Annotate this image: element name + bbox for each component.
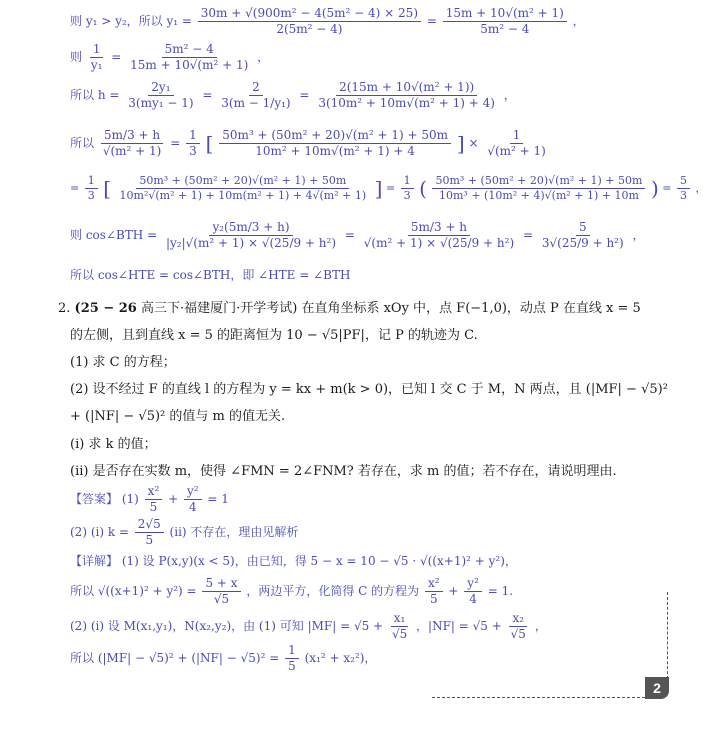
numerator: 5m² − 4: [162, 42, 217, 58]
numerator: 2y₁: [148, 80, 173, 96]
fraction: [100, 128, 165, 159]
question-2: [70, 378, 668, 397]
paren: ): [650, 176, 659, 201]
numerator: y₂(5m/3 + h): [209, 220, 292, 236]
source-exam: 高三下·福建厦门·开学考试): [140, 301, 298, 316]
page-number-badge: 2: [645, 677, 669, 699]
fraction: [88, 42, 106, 73]
text: (1) 设 P(x,y)(x < 5)，由已知，得 5 − x = 10 − √5 · √((x+1)² + y²)，: [121, 554, 517, 568]
denominator: 2(5m² − 4): [276, 22, 343, 36]
fraction: [135, 517, 164, 548]
question-2-ii: [70, 460, 617, 479]
question-2-i: [70, 433, 157, 452]
denominator: 10m² + 10m√(m² + 1) + 4: [255, 144, 415, 158]
denominator: 3: [189, 144, 197, 158]
numerator: 5m/3 + h: [408, 220, 470, 236]
numerator: x₁: [391, 611, 409, 627]
fraction: [464, 576, 482, 607]
fraction: [484, 128, 549, 159]
denominator: 3(m − 1/y₁): [221, 96, 291, 110]
text: ，: [503, 88, 516, 102]
text: ，: [695, 181, 707, 195]
fraction: [117, 174, 370, 203]
denominator: y₁: [90, 58, 103, 72]
fraction: [198, 6, 421, 37]
text: (x₁² + x₂²)，: [304, 651, 377, 665]
problem-number: 2.: [58, 301, 71, 316]
question-2-cont: [70, 405, 285, 424]
detail-line-2: [70, 576, 513, 607]
detail-line-4: [70, 643, 376, 674]
fraction: [145, 484, 163, 515]
denominator: √(m² + 1): [102, 144, 162, 158]
text: 所以 (|MF| − √5)² + (|NF| − √5)² =: [70, 651, 280, 665]
text: ，两边平方，化简得 C 的方程为: [246, 584, 420, 598]
bracket: ]: [374, 176, 383, 201]
question-text: + (|NF| − √5)² 的值与 m 的值无关.: [70, 409, 286, 424]
bracket: ]: [456, 131, 465, 156]
numerator: x₂: [509, 611, 527, 627]
numerator: 5: [677, 174, 690, 189]
numerator: 1: [90, 42, 104, 58]
denominator: 5: [145, 533, 154, 547]
solution-line-4: [70, 128, 551, 159]
fraction: [85, 174, 98, 203]
text: +: [448, 584, 459, 598]
solution-line-5: [70, 174, 706, 203]
solution-line-1: [70, 6, 585, 37]
denominator: |y₂|√(m² + 1) × √(25/9 + h²): [165, 236, 337, 250]
text: =: [385, 181, 396, 195]
fraction: [186, 128, 200, 159]
fraction: [125, 80, 196, 111]
page-border-horizontal: [432, 697, 650, 698]
text: =: [70, 181, 80, 195]
text: =: [662, 181, 672, 195]
denominator: 4: [469, 592, 477, 606]
fraction: [389, 611, 410, 642]
text: =: [426, 14, 437, 28]
text: =: [299, 88, 310, 102]
fraction: [361, 220, 517, 251]
numerator: 5 + x: [202, 576, 240, 592]
text: 所以 √((x+1)² + y²) =: [70, 584, 197, 598]
text: (2) (i) 设 M(x₁,y₁)，N(x₂,y₂)，由 (1) 可知 |MF| = √5 +: [70, 619, 384, 633]
text: =: [522, 228, 534, 242]
numerator: 1: [85, 174, 98, 189]
denominator: 15m + 10√(m² + 1): [130, 58, 249, 72]
denominator: 3: [403, 188, 411, 202]
denominator: 5: [288, 659, 296, 673]
text: ，: [534, 619, 547, 633]
answer-tag: 【答案】: [70, 492, 119, 506]
denominator: 10m²√(m² + 1) + 10m(m² + 1) + 4√(m² + 1): [119, 188, 367, 202]
text: =: [344, 228, 355, 242]
fraction: [218, 80, 293, 111]
text: = 1.: [487, 584, 514, 598]
answer-line-2: [70, 517, 298, 548]
denominator: 3(my₁ − 1): [128, 96, 194, 110]
numerator: 2√5: [135, 517, 164, 533]
fraction: [285, 643, 299, 674]
stem-text: 在直角坐标系 xOy 中，点 F(−1,0)，动点 P 在直线 x = 5: [301, 301, 641, 316]
denominator: √5: [510, 627, 526, 641]
text: (1): [121, 492, 139, 506]
text: 所以: [70, 136, 95, 150]
numerator: 2(15m + 10√(m² + 1)): [336, 80, 477, 96]
denominator: 3(10m² + 10m√(m² + 1) + 4): [318, 96, 495, 110]
solution-line-6: [70, 220, 645, 251]
numerator: 30m + √(900m² − 4(5m² − 4) × 25): [198, 6, 421, 22]
fraction: [508, 611, 529, 642]
text: ，: [257, 50, 270, 64]
solution-line-2: [70, 42, 269, 73]
problem-stem-line-1: [58, 297, 641, 316]
denominator: 4: [188, 500, 197, 514]
denominator: 3: [679, 188, 687, 202]
text: (2) (i) k =: [70, 525, 129, 539]
numerator: y²: [184, 484, 202, 500]
text: =: [111, 50, 122, 64]
text: 则 y₁ > y₂，所以 y₁ =: [70, 14, 192, 28]
text: 则 cos∠BTH =: [70, 228, 158, 242]
answer-line-1: [70, 484, 229, 515]
text: (ii) 不存在，理由见解析: [169, 525, 299, 539]
numerator: 1: [285, 643, 299, 659]
denominator: √(m² + 1) × √(25/9 + h²): [363, 236, 515, 250]
numerator: 1: [510, 128, 524, 144]
solution-line-3: [70, 80, 516, 111]
text: 所以 h =: [70, 88, 120, 102]
text: = 1: [207, 492, 229, 506]
text: 则: [70, 50, 83, 64]
fraction: [184, 484, 202, 515]
text: 所以 cos∠HTE = cos∠BTH，即 ∠HTE = ∠BTH: [70, 268, 351, 282]
fraction: [443, 6, 567, 37]
solution-line-7: [70, 266, 350, 283]
text: +: [168, 492, 179, 506]
denominator: 5: [429, 592, 438, 606]
denominator: 3: [87, 188, 95, 202]
denominator: 10m³ + (10m² + 4)√(m² + 1) + 10m: [438, 188, 639, 202]
numerator: 5: [576, 220, 590, 236]
stem-text: 的左侧，且到直线 x = 5 的距离恒为 10 − √5|PF|，记 P 的轨迹为 C.: [70, 328, 478, 343]
text: ，|NF| = √5 +: [416, 619, 502, 633]
denominator: 3√(25/9 + h²): [541, 236, 624, 250]
numerator: 1: [186, 128, 200, 144]
numerator: 5m/3 + h: [101, 128, 163, 144]
fraction: [127, 42, 251, 73]
fraction: [219, 128, 451, 159]
numerator: 15m + 10√(m² + 1): [443, 6, 567, 22]
detail-line-3: [70, 611, 547, 642]
fraction: [315, 80, 498, 111]
fraction: [432, 174, 645, 203]
denominator: √5: [213, 592, 230, 606]
fraction: [163, 220, 339, 251]
text: =: [170, 136, 181, 150]
question-1: [70, 351, 176, 370]
denominator: 5: [149, 500, 158, 514]
paren: (: [419, 176, 427, 201]
numerator: y²: [464, 576, 482, 592]
text: =: [202, 88, 213, 102]
fraction: [677, 174, 690, 203]
detail-tag: 【详解】: [70, 554, 119, 568]
problem-stem-line-2: [70, 324, 478, 343]
denominator: 5m² − 4: [480, 22, 530, 36]
fraction: [401, 174, 414, 203]
numerator: x²: [145, 484, 163, 500]
fraction: [202, 576, 240, 607]
text: ，: [572, 14, 585, 28]
bracket: [: [205, 131, 214, 156]
denominator: √5: [391, 627, 408, 641]
question-text: (i) 求 k 的值；: [70, 437, 157, 452]
source-year: (25 − 26: [74, 301, 137, 316]
numerator: x²: [425, 576, 443, 592]
fraction: [425, 576, 443, 607]
numerator: 2: [249, 80, 263, 96]
numerator: 50m³ + (50m² + 20)√(m² + 1) + 50m: [219, 128, 451, 144]
page-border-vertical: [667, 592, 668, 684]
text: ，: [632, 228, 645, 242]
numerator: 50m³ + (50m² + 20)√(m² + 1) + 50m: [136, 174, 349, 189]
numerator: 50m³ + (50m² + 20)√(m² + 1) + 50m: [432, 174, 645, 189]
numerator: 1: [401, 174, 414, 189]
denominator: √(m² + 1): [487, 144, 546, 158]
detail-line-1: [70, 552, 517, 569]
bracket: [: [103, 176, 112, 201]
fraction: [539, 220, 627, 251]
question-text: (2) 设不经过 F 的直线 l 的方程为 y = kx + m(k > 0)，已知 l 交 C 于 M，N 两点，且 (|MF| − √5)²: [70, 382, 668, 397]
question-text: (ii) 是否存在实数 m，使得 ∠FMN = 2∠FNM? 若存在，求 m 的值；若不存在，请说明理由.: [70, 464, 617, 479]
text: ×: [468, 136, 479, 150]
question-text: (1) 求 C 的方程；: [70, 355, 176, 370]
